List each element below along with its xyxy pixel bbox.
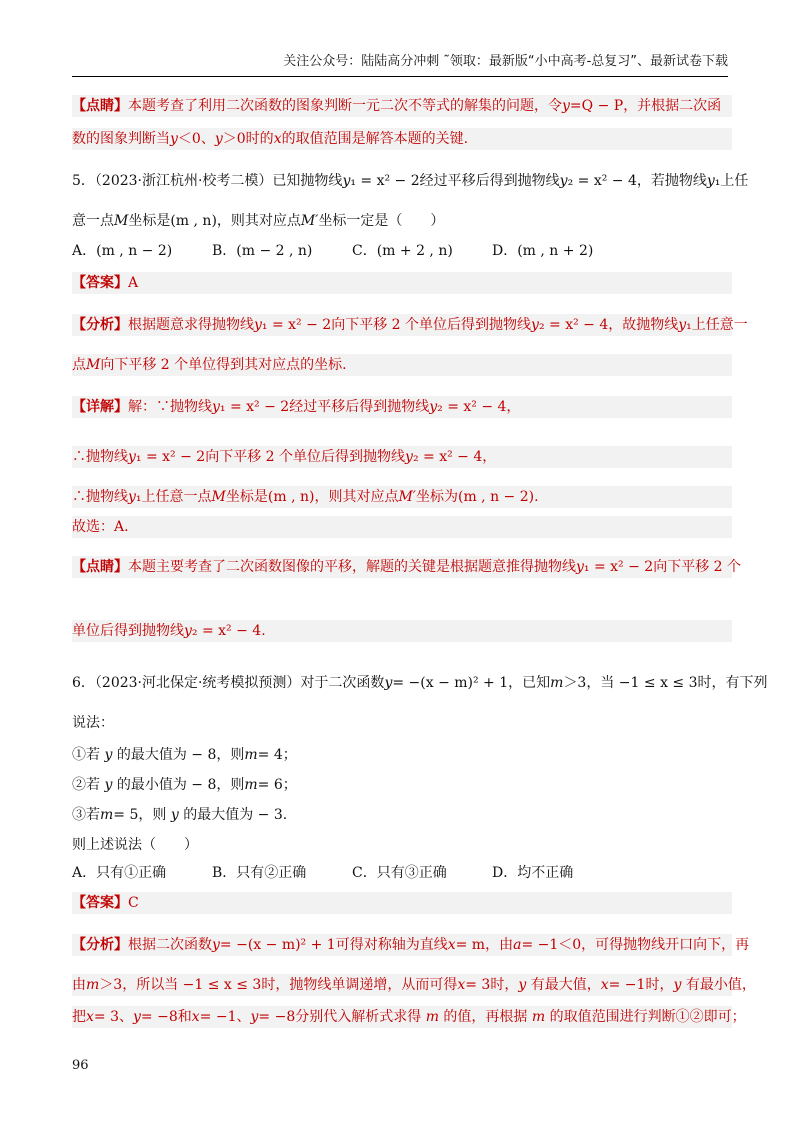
text-span: 意一点 — [72, 213, 114, 229]
text-span: m — [244, 777, 258, 793]
text-span: ₂ = x² − 4. — [191, 623, 266, 639]
text-span: 【详解】 — [72, 399, 128, 415]
text-span: 把 — [72, 1009, 86, 1025]
text-span: 【点睛】 — [72, 559, 128, 575]
text-span: y — [170, 131, 178, 147]
text-span: y — [250, 1009, 259, 1025]
text-span: y — [254, 317, 262, 333]
text-line — [72, 128, 732, 150]
text-span: =Q − P — [569, 98, 624, 114]
text-span: 6．（2023·河北保定·统考模拟预测）对于二次函数 — [72, 675, 385, 691]
text-span: = 4； — [257, 747, 297, 763]
text-span: C．(m + 2 , n) — [352, 243, 453, 259]
text-span: y — [128, 489, 136, 505]
text-span: x — [447, 937, 456, 953]
text-line — [72, 974, 756, 996]
text-span: D．均不正确 — [492, 865, 574, 881]
text-span: ∴抛物线 — [72, 449, 128, 465]
text-line — [72, 620, 732, 642]
text-span: ₁ = x² − 2经过平移后得到抛物线 — [219, 399, 430, 415]
text-span: = 3、 — [93, 1009, 133, 1025]
text-span: 【答案】 — [72, 895, 128, 911]
page-number: 96 — [72, 1058, 89, 1073]
text-span: = 5，则 — [113, 807, 171, 823]
text-span: 坐标为(m , n − 2). — [415, 489, 539, 505]
text-line — [72, 95, 732, 117]
text-line — [72, 712, 732, 734]
text-span: 【分析】 — [72, 317, 128, 333]
text-span: 【分析】 — [72, 937, 128, 953]
text-span: 本题考查了利用二次函数的图象判断一元二次不等式的解集的问题，令 — [128, 98, 562, 114]
text-span: = −1、 — [199, 1009, 251, 1025]
text-span: y — [133, 1009, 141, 1025]
text-span: M — [86, 357, 101, 373]
text-span: y — [559, 173, 568, 189]
page-header — [72, 50, 728, 77]
text-span: x — [86, 1009, 94, 1025]
text-span: y — [384, 675, 393, 691]
text-span: 的值，再根据 — [438, 1009, 532, 1025]
text-span: 坐标一定是（ ） — [318, 213, 445, 229]
text-span: ₂ = x² − 4， — [437, 399, 521, 415]
text-line — [72, 804, 732, 826]
text-span: y — [342, 173, 351, 189]
text-span: B．只有②正确 — [212, 865, 307, 881]
text-span: 【点睛】 — [72, 98, 128, 114]
text-line — [72, 934, 750, 956]
text-line — [72, 672, 768, 694]
text-span: x — [191, 1009, 200, 1025]
text-span: y — [518, 977, 527, 993]
text-span: M — [114, 213, 129, 229]
text-span: 有最大值， — [526, 977, 601, 993]
text-span: ₁ = x² − 2向下平移 2 个单位后得到抛物线 — [261, 317, 532, 333]
text-span: = −(x − m)² + 1，已知 — [392, 675, 551, 691]
text-span: 有最小值， — [681, 977, 756, 993]
text-span: M — [211, 489, 226, 505]
text-span: 的最小值为 − 8，则 — [112, 777, 245, 793]
text-span: = m，由 — [455, 937, 514, 953]
text-span: 单位后得到抛物线 — [72, 623, 184, 639]
text-span: m — [86, 977, 100, 993]
text-span: M′ — [398, 489, 416, 505]
text-span: ₁ = x² − 2向下平移 2 个 — [583, 559, 742, 575]
text-span: 本题主要考查了二次函数图像的平移，解题的关键是根据题意推得抛物线 — [128, 559, 576, 575]
text-span: ₁上任意一点 — [135, 489, 212, 505]
text-span: 【答案】 — [72, 275, 128, 291]
text-span: y — [184, 623, 192, 639]
text-span: ③若 — [72, 807, 100, 823]
text-span: C．只有③正确 — [352, 865, 447, 881]
text-span: y — [706, 173, 715, 189]
text-span: x — [457, 977, 466, 993]
text-span: ，并根据二次函 — [623, 98, 722, 114]
text-span: 说法： — [72, 715, 114, 731]
text-line — [72, 556, 742, 578]
text-span: ②若 — [72, 777, 105, 793]
text-span: A．(m , n − 2) — [72, 243, 173, 259]
text-line — [72, 744, 732, 766]
text-span: ＞0时的 — [222, 131, 274, 147]
text-span: m — [425, 1009, 439, 1025]
text-span: y — [678, 317, 687, 333]
text-line — [72, 892, 732, 914]
text-line — [72, 272, 732, 294]
text-span: y — [531, 317, 539, 333]
text-span: y — [104, 777, 113, 793]
text-span: 由 — [72, 977, 86, 993]
text-span: M′ — [300, 213, 319, 229]
text-span: y — [212, 937, 220, 953]
text-span: B．(m − 2 , n) — [212, 243, 313, 259]
text-span: 向下平移 2 个单位得到其对应点的坐标. — [100, 357, 347, 373]
text-span: = −8和 — [140, 1009, 192, 1025]
text-span: 的取值范围是解答本题的关键. — [281, 131, 469, 147]
text-line — [72, 774, 732, 796]
text-span: ₁ = x² − 2经过平移后得到抛物线 — [350, 173, 560, 189]
text-span: y — [673, 977, 682, 993]
text-span: 点 — [72, 357, 86, 373]
text-span: 坐标是(m , n)，则其对应点 — [128, 213, 301, 229]
text-span: = 6； — [257, 777, 297, 793]
text-span: ①若 — [72, 747, 105, 763]
text-line — [72, 516, 732, 538]
text-span: A．只有①正确 — [72, 865, 167, 881]
text-span: ₂ = x² − 4，若抛物线 — [567, 173, 707, 189]
text-span: y — [212, 399, 220, 415]
text-span: ₁上任 — [714, 173, 749, 189]
text-span: y — [576, 559, 584, 575]
text-line — [72, 240, 732, 262]
text-span: ＞3，所以当 −1 ≤ x ≤ 3时，抛物线单调递增，从而可得 — [99, 977, 458, 993]
text-span: 则上述说法（ ） — [72, 837, 198, 853]
text-line — [72, 396, 732, 418]
text-line — [72, 170, 749, 192]
text-span: 的最大值为 − 3. — [178, 807, 288, 823]
text-span: D．(m , n + 2) — [492, 243, 594, 259]
text-span: = −8分别代入解析式求得 — [258, 1009, 426, 1025]
text-span: 数的图象判断当 — [72, 131, 170, 147]
text-line — [72, 314, 748, 336]
text-span: 的取值范围进行判断①②即可； — [545, 1009, 746, 1025]
text-span: 5．（2023·浙江杭州·校考二模）已知抛物线 — [72, 173, 343, 189]
text-line — [72, 1006, 746, 1028]
text-span: ＞3，当 −1 ≤ x ≤ 3时，有下列 — [563, 675, 768, 691]
text-line — [72, 486, 732, 508]
text-span: C — [128, 895, 139, 911]
text-line — [72, 354, 732, 376]
text-span: y — [170, 807, 179, 823]
text-span: x — [273, 131, 282, 147]
text-span: 坐标是(m , n)，则其对应点 — [225, 489, 399, 505]
text-span: y — [214, 131, 223, 147]
text-span: = −1时， — [608, 977, 674, 993]
text-span: ₂ = x² − 4， — [412, 449, 497, 465]
text-span: y — [128, 449, 136, 465]
text-line — [72, 446, 732, 468]
text-line — [72, 834, 732, 856]
text-span: a — [513, 937, 522, 953]
text-line — [72, 862, 732, 884]
header-text: 关注公众号：陆陆高分冲刺 ˜领取：最新版“小中高考-总复习”、最新试卷下载 — [283, 54, 728, 69]
text-span: = 3时， — [465, 977, 519, 993]
text-span: ₂ = x² − 4，故抛物线 — [538, 317, 679, 333]
text-span: ＜0、 — [177, 131, 215, 147]
text-span: 根据二次函数 — [128, 937, 212, 953]
text-span: x — [600, 977, 609, 993]
text-span: m — [550, 675, 564, 691]
text-span: m — [100, 807, 114, 823]
text-span: ₁上任意一 — [686, 317, 748, 333]
text-span: y — [405, 449, 413, 465]
text-span: 根据题意求得抛物线 — [128, 317, 254, 333]
text-span: = −1＜0，可得抛物线开口向下，再 — [521, 937, 750, 953]
text-span: 故选：A. — [72, 519, 129, 535]
text-span: 的最大值为 − 8，则 — [112, 747, 245, 763]
text-span: y — [562, 98, 570, 114]
text-span: = −(x − m)² + 1可得对称轴为直线 — [219, 937, 448, 953]
text-span: 解：∵抛物线 — [128, 399, 212, 415]
text-span: m — [531, 1009, 546, 1025]
text-span: A — [128, 275, 139, 291]
text-span: ∴抛物线 — [72, 489, 128, 505]
text-span: ₁ = x² − 2向下平移 2 个单位后得到抛物线 — [135, 449, 406, 465]
text-line — [72, 210, 732, 232]
text-span: m — [244, 747, 258, 763]
text-span: y — [429, 399, 438, 415]
text-span: y — [104, 747, 113, 763]
